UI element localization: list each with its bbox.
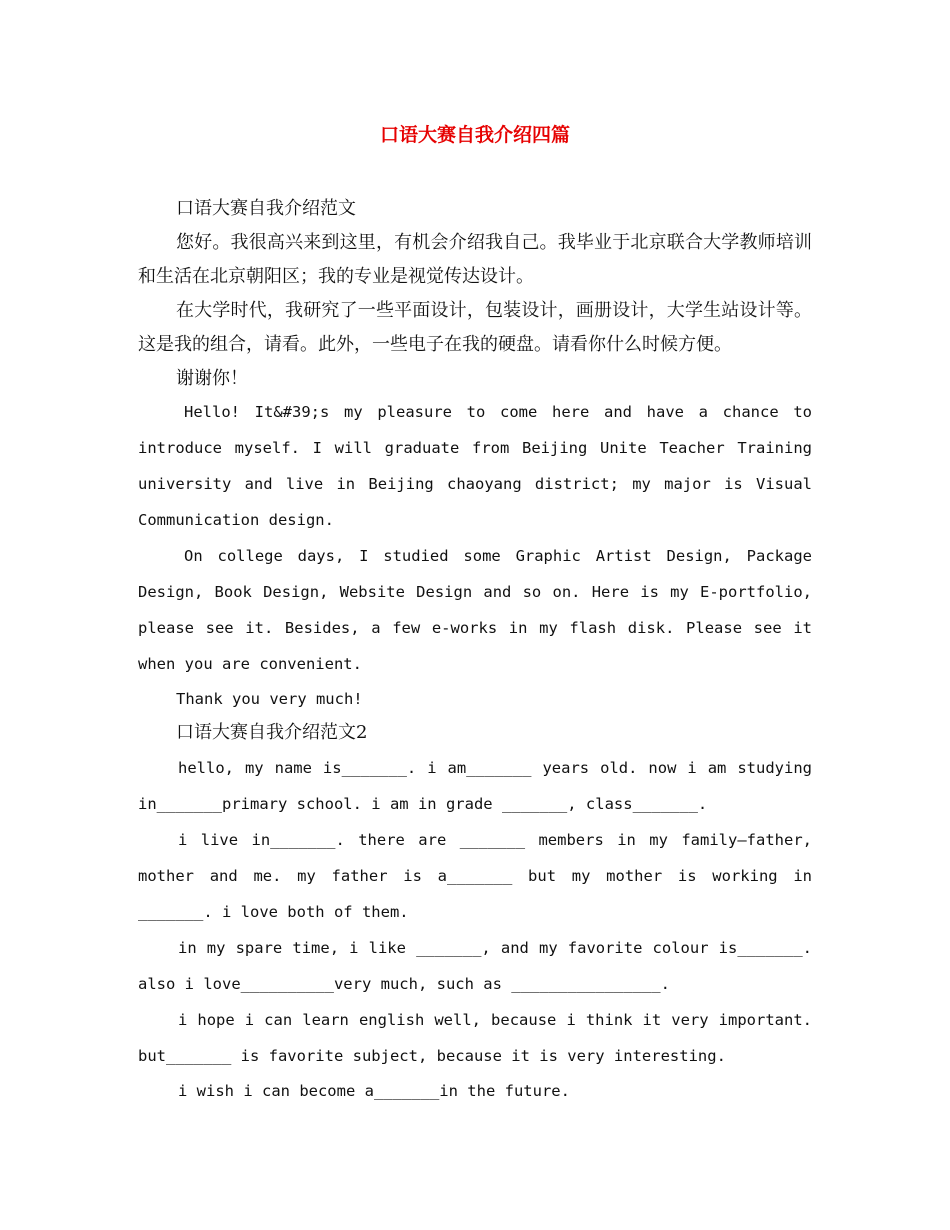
section-heading-1: 口语大赛自我介绍范文: [176, 198, 356, 219]
paragraph-template-family: i live in_______. there are _______ members in my family—father, mother and me. my father is a_______ but my mother is working in _______. i love both of them.: [138, 831, 812, 921]
section-heading-2: 口语大赛自我介绍范文2: [176, 722, 368, 743]
paragraph-zh-thanks: 谢谢你！: [176, 368, 248, 389]
paragraph-en-thanks: Thank you very much!: [176, 690, 363, 708]
document-body: [138, 192, 812, 1108]
paragraph-en-college: On college days, I studied some Graphic Artist Design, Package Design, Book Design, Website Design and so on. Here is my E-portfolio, please see it. Besides, a few e-works in my flash disk. Please see it when you are convenient.: [138, 547, 812, 673]
paragraph-template-hobby: in my spare time, i like _______, and my favorite colour is_______. also i love__________very much, such as ________________.: [138, 939, 812, 993]
paragraph-zh-intro: 您好。我很高兴来到这里，有机会介绍我自己。我毕业于北京联合大学教师培训和生活在北京朝阳区；我的专业是视觉传达设计。: [138, 232, 812, 287]
paragraph-en-intro: Hello! It&#39;s my pleasure to come here and have a chance to introduce myself. I will graduate from Beijing Unite Teacher Training university and live in Beijing chaoyang district; my major is Visual Communication design.: [138, 403, 812, 529]
paragraph-zh-college: 在大学时代，我研究了一些平面设计，包装设计，画册设计，大学生站设计等。这是我的组合，请看。此外，一些电子在我的硬盘。请看你什么时候方便。: [138, 300, 812, 355]
document-title: 口语大赛自我介绍四篇: [379, 124, 570, 146]
paragraph-template-english: i hope i can learn english well, because i think it very important. but_______ is favorite subject, because it is very interesting.: [138, 1011, 812, 1065]
paragraph-template-name: hello, my name is_______. i am_______ years old. now i am studying in_______primary school. i am in grade _______, class_______.: [138, 759, 812, 813]
paragraph-template-wish: i wish i can become a_______in the future.: [178, 1082, 570, 1100]
